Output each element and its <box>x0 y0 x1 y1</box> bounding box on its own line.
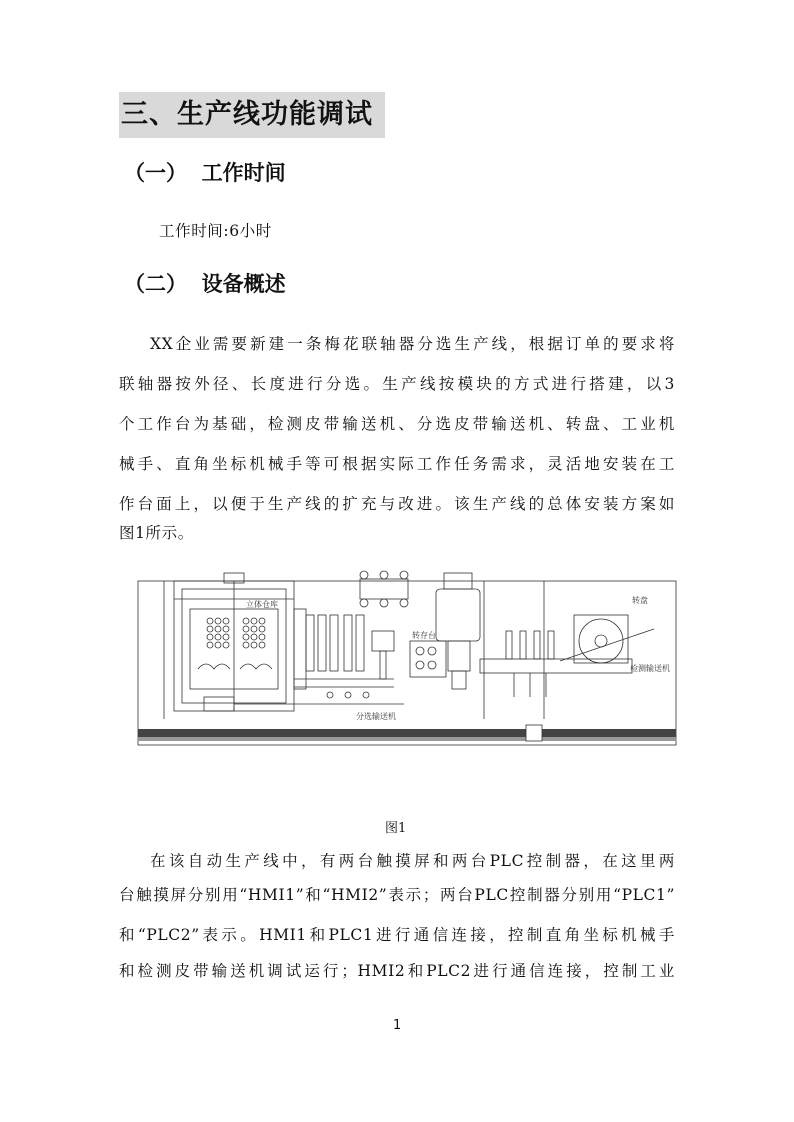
paragraph-line: 和“PLC2”表示。HMI1和PLC1进行通信连接，控制直角坐标机械手 <box>119 926 675 944</box>
section-heading: 三、生产线功能调试 <box>119 92 385 138</box>
page-number: 1 <box>393 1018 402 1033</box>
paragraph-line: XX企业需要新建一条梅花联轴器分选生产线，根据订单的要求将 <box>150 335 675 353</box>
turntable <box>579 619 623 663</box>
robot-fixtures <box>360 571 408 607</box>
label-buffer: 转存台 <box>412 631 436 640</box>
subsection-heading-work-time: （一） 工作时间 <box>124 161 286 185</box>
paragraph-line: 械手、直角坐标机械手等可根据实际工作任务需求，灵活地安装在工 <box>119 455 675 473</box>
label-detection-conveyor: 检测输送机 <box>630 664 670 673</box>
label-sorting-conveyor: 分选输送机 <box>356 712 396 721</box>
label-turntable: 转盘 <box>632 596 648 605</box>
paragraph-line: 个工作台为基础，检测皮带输送机、分选皮带输送机、转盘、工业机 <box>119 415 675 433</box>
paragraph-line: 联轴器按外径、长度进行分选。生产线按模块的方式进行搭建，以3 <box>119 375 675 393</box>
label-warehouse: 立体仓库 <box>246 600 278 609</box>
work-time-text: 工作时间:6小时 <box>159 222 272 240</box>
buffer-station <box>410 641 446 677</box>
paragraph-line: 和检测皮带输送机调试运行；HMI2和PLC2进行通信连接，控制工业 <box>119 962 675 980</box>
subsection-heading-overview: （二） 设备概述 <box>124 272 286 296</box>
bottom-rail <box>138 729 676 737</box>
paragraph-line: 台触摸屏分别用“HMI1”和“HMI2”表示；两台PLC控制器分别用“PLC1” <box>119 886 675 904</box>
paragraph-line: 图1所示。 <box>119 524 194 542</box>
production-line-layout-figure <box>134 569 714 753</box>
figure-caption: 图1 <box>385 821 407 836</box>
paragraph-line: 作台面上，以便于生产线的扩充与改进。该生产线的总体安装方案如 <box>119 495 675 513</box>
warehouse-parts <box>207 618 265 648</box>
paragraph-line: 在该自动生产线中，有两台触摸屏和两台PLC控制器，在这里两 <box>150 852 675 870</box>
